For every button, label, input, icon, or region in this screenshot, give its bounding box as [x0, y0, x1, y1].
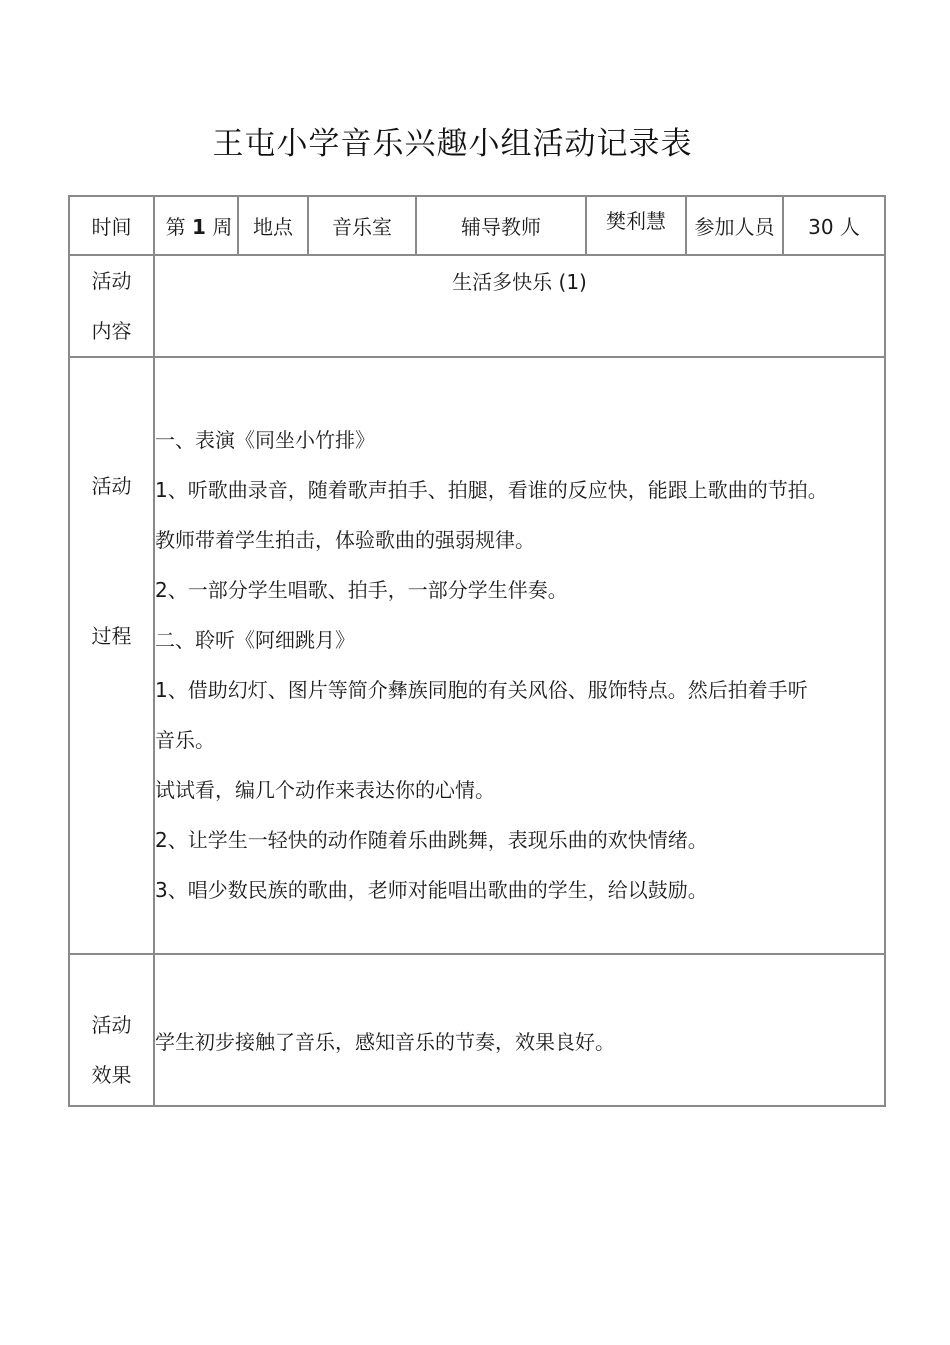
- teacher-value: 樊利慧: [586, 196, 686, 255]
- process-line: 3、唱少数民族的歌曲，老师对能唱出歌曲的学生，给以鼓励。: [155, 878, 708, 902]
- document-title: 王屯小学音乐兴趣小组活动记录表: [212, 126, 693, 162]
- place-value: 音乐室: [308, 196, 416, 255]
- process-line: 音乐。: [155, 728, 215, 752]
- effect-row: [69, 954, 885, 1106]
- process-line: 试试看，编几个动作来表达你的心情。: [155, 778, 495, 802]
- effect-value: 学生初步接触了音乐，感知音乐的节奏，效果良好。: [154, 954, 885, 1106]
- process-line: 1、借助幻灯、图片等简介彝族同胞的有关风俗、服饰特点。然后拍着手听: [155, 678, 808, 702]
- process-content: [154, 357, 885, 954]
- process-line: 一、表演《同坐小竹排》: [155, 428, 375, 452]
- activity-record-table: [68, 195, 886, 1107]
- place-label: 地点: [238, 196, 308, 255]
- process-line: 教师带着学生拍击，体验歌曲的强弱规律。: [155, 528, 535, 552]
- content-row: [69, 255, 885, 357]
- header-row: [69, 196, 885, 255]
- process-label: 活动 过程: [69, 357, 154, 954]
- participants-label: 参加人员: [686, 196, 783, 255]
- process-line: 2、一部分学生唱歌、拍手，一部分学生伴奏。: [155, 578, 568, 602]
- teacher-label: 辅导教师: [416, 196, 586, 255]
- time-label: 时间: [69, 196, 154, 255]
- effect-label: 活动 效果: [69, 954, 154, 1106]
- content-value: 生活多快乐 (1): [154, 255, 885, 357]
- process-line: 1、听歌曲录音，随着歌声拍手、拍腿，看谁的反应快，能跟上歌曲的节拍。: [155, 478, 828, 502]
- process-line: 二、聆听《阿细跳月》: [155, 628, 355, 652]
- week-value: 第 1 周: [154, 196, 238, 255]
- content-label: 活动 内容: [69, 255, 154, 357]
- process-line: 2、让学生一轻快的动作随着乐曲跳舞，表现乐曲的欢快情绪。: [155, 828, 708, 852]
- process-row: [69, 357, 885, 954]
- participants-value: 30 人: [783, 196, 885, 255]
